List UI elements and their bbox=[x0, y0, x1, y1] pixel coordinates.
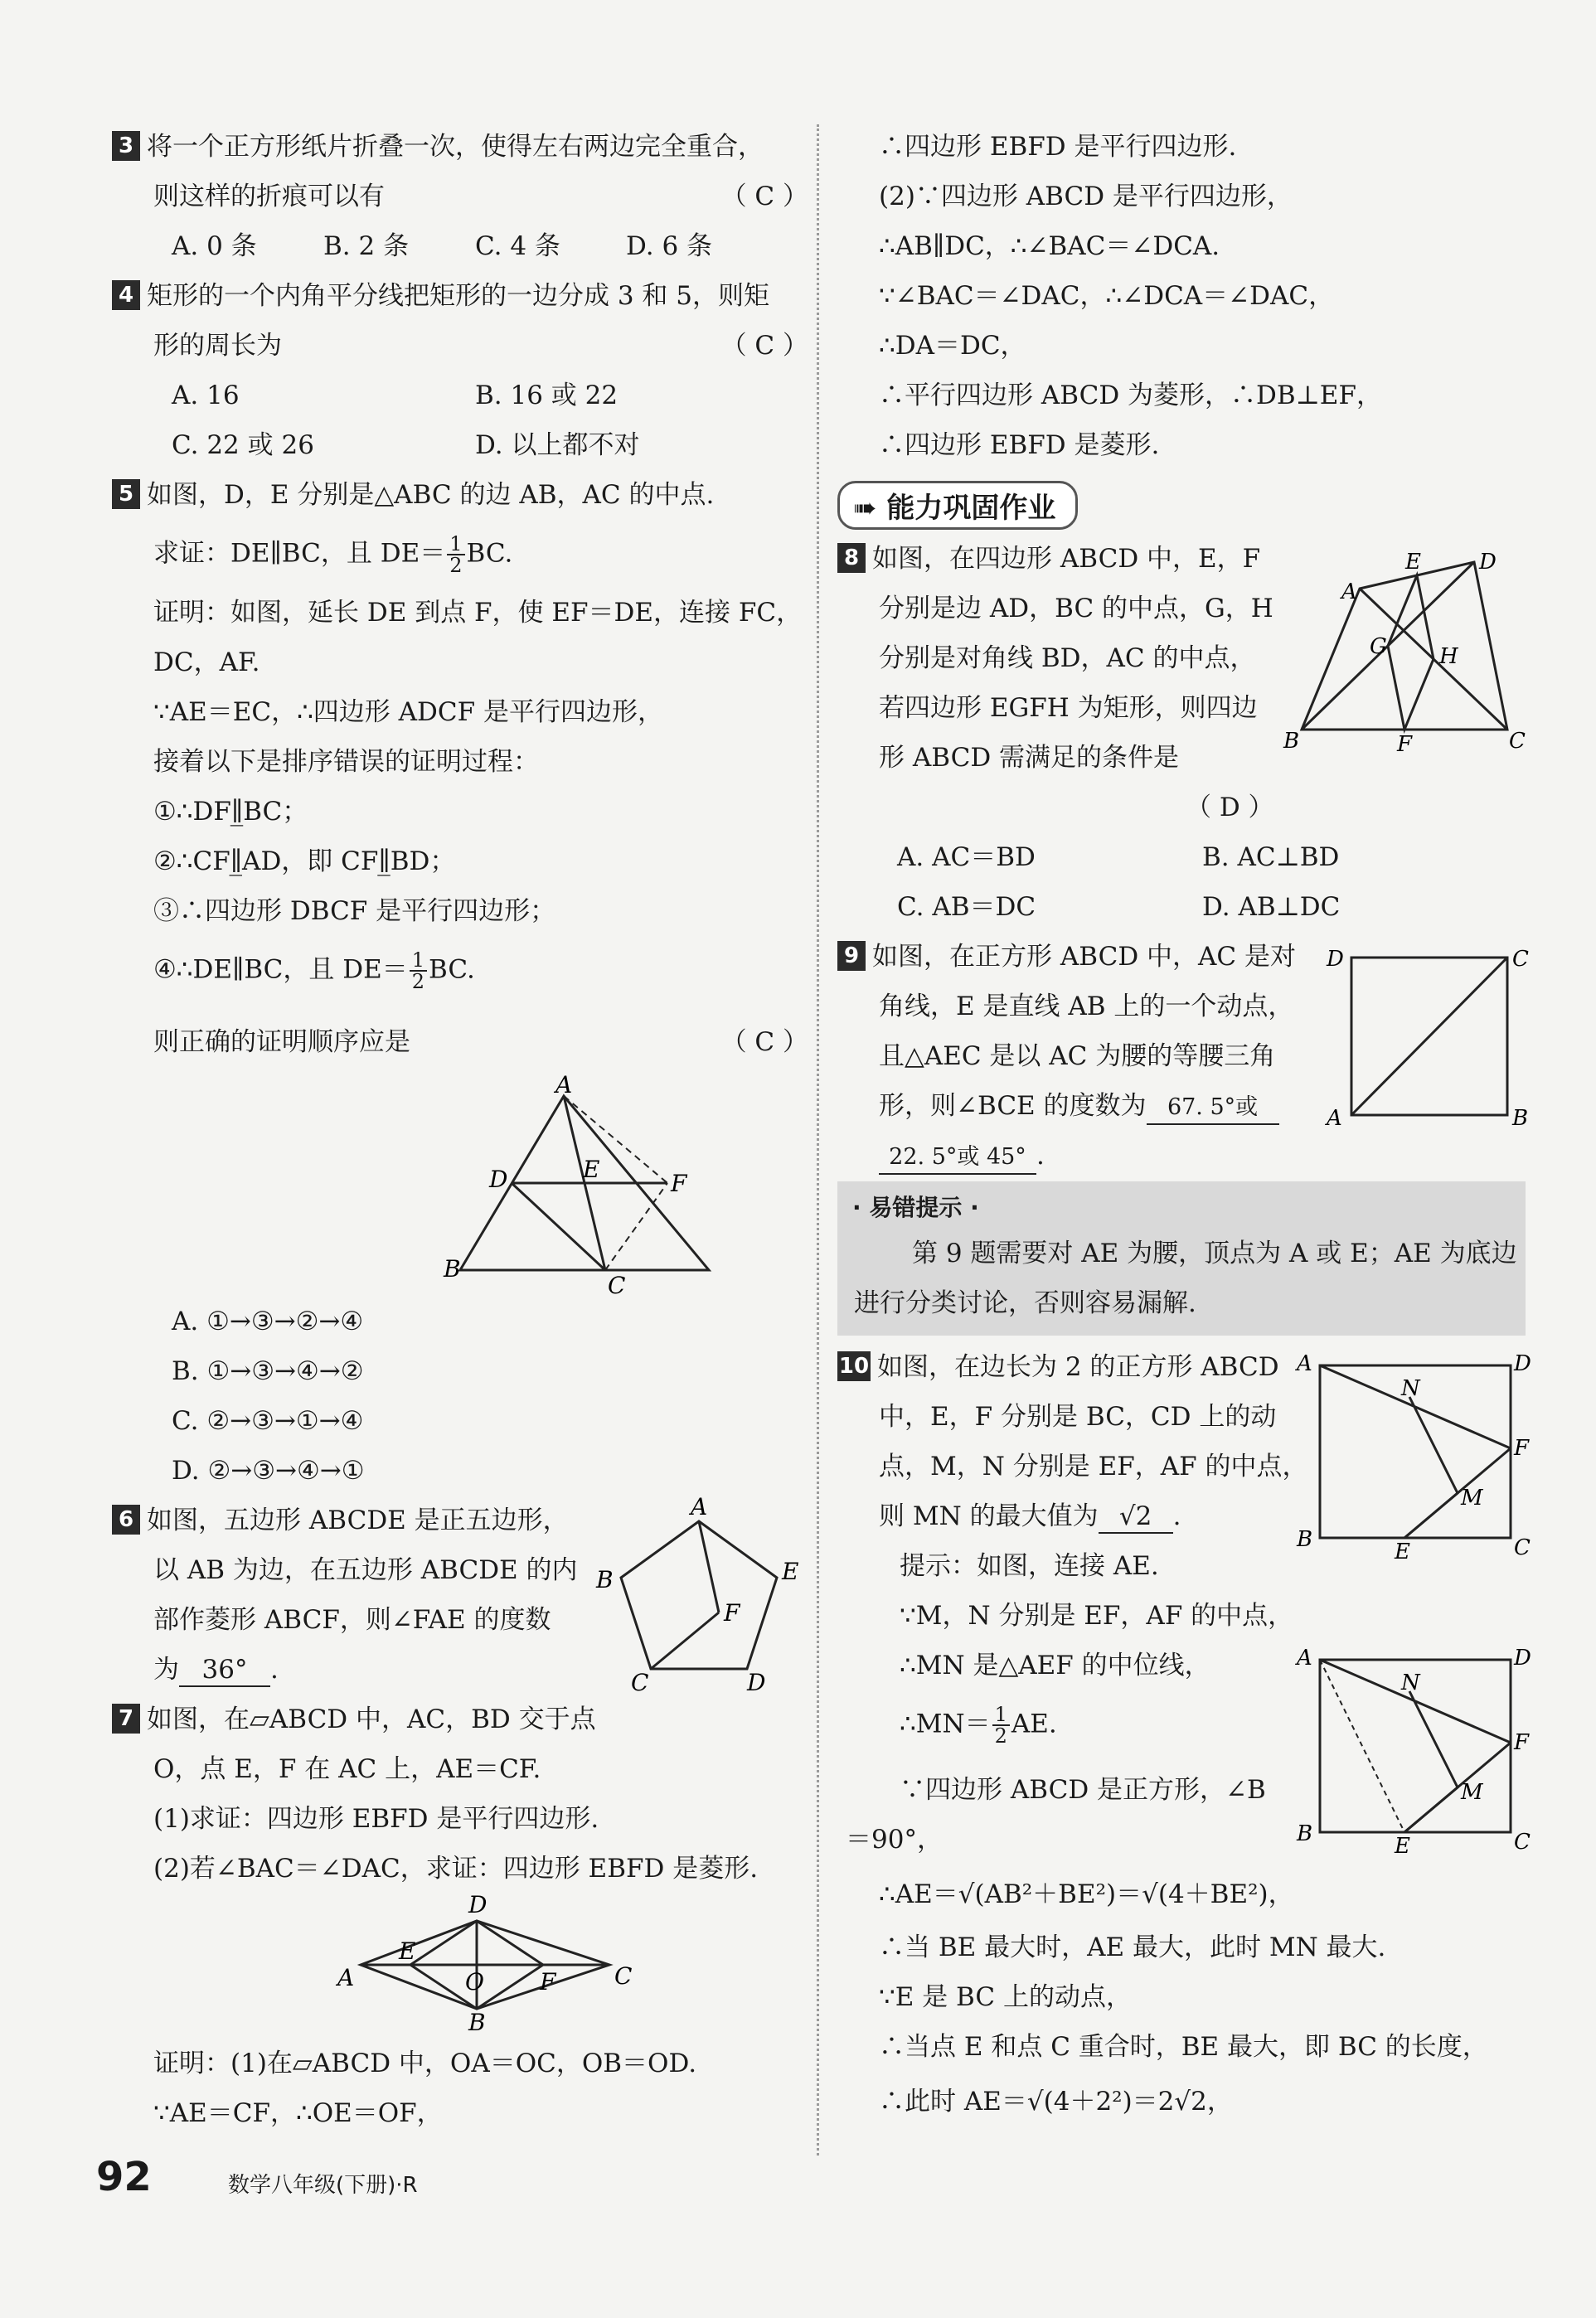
q8-option-b: B. AC⊥BD bbox=[1202, 842, 1340, 872]
q5-proof1: 证明：如图，延长 DE 到点 F，使 EF＝DE，连接 FC， bbox=[153, 598, 803, 628]
q7-cont-5: ∴DA＝DC， bbox=[879, 331, 1026, 361]
q6-label-a: A bbox=[691, 1493, 708, 1520]
q4-option-d: D. 以上都不对 bbox=[475, 430, 640, 460]
q10-square-figure-1 bbox=[1277, 1339, 1531, 1564]
q10-line1: 10 如图，在边长为 2 的正方形 ABCD bbox=[838, 1352, 1279, 1382]
q4-option-b: B. 16 或 22 bbox=[475, 381, 619, 410]
q3-option-c: C. 4 条 bbox=[475, 231, 560, 261]
q4-line1: 4 矩形的一个内角平分线把矩形的一边分成 3 和 5，则矩 bbox=[112, 280, 769, 312]
q8-line2: 分别是边 AD，BC 的中点，G，H bbox=[879, 594, 1273, 623]
q5-option-b: B. ①→③→④→② bbox=[172, 1356, 364, 1386]
q5-label-e: E bbox=[583, 1156, 600, 1183]
q10-hint9: ∵E 是 BC 上的动点， bbox=[879, 1982, 1132, 2012]
q7-label-f: F bbox=[540, 1968, 556, 1996]
q10-label-n: N bbox=[1401, 1671, 1420, 1695]
arrow-icon: ➠ bbox=[853, 492, 887, 525]
fraction-half: $\frac{1}{2}$ bbox=[410, 950, 427, 992]
q3-answer: （ C ） bbox=[720, 182, 808, 211]
q9-square-figure bbox=[1302, 941, 1529, 1131]
q10-label-f: F bbox=[1514, 1730, 1530, 1755]
q6-line1: 6 如图，五边形 ABCDE 是正五边形， bbox=[112, 1505, 569, 1536]
q10-hint3: ∴MN 是△AEF 的中位线， bbox=[900, 1651, 1210, 1680]
q7-label-a: A bbox=[337, 1964, 355, 1991]
q8-line4: 若四边形 EGFH 为矩形，则四边 bbox=[879, 693, 1258, 723]
q7-cont-1: ∴四边形 EBFD 是平行四边形. bbox=[879, 132, 1237, 162]
q8-quadrilateral-figure bbox=[1277, 539, 1526, 757]
q7-parallelogram-figure bbox=[319, 1886, 734, 2036]
column-divider bbox=[817, 124, 819, 2156]
q8-label-f: F bbox=[1397, 732, 1413, 757]
q10-label-c: C bbox=[1514, 1535, 1531, 1560]
q3-number: 3 bbox=[112, 131, 140, 161]
q7-line2: O，点 E，F 在 AC 上，AE＝CF. bbox=[153, 1754, 541, 1784]
q3-line2: 则这样的折痕可以有 （ C ） bbox=[153, 182, 808, 211]
q5-step4: ④∴DE∥BC，且 DE＝ $\frac{1}{2}$ BC. bbox=[153, 948, 475, 993]
q10-hint11: ∴此时 AE＝√(4＋2²)＝2√2， bbox=[879, 2087, 1233, 2117]
q6-number: 6 bbox=[112, 1505, 140, 1535]
q9-line1: 9 如图，在正方形 ABCD 中，AC 是对 bbox=[837, 941, 1296, 972]
q9-answer-blank-1: 67. 5°或 bbox=[1147, 1092, 1279, 1125]
q6-answer-blank: 36° bbox=[179, 1654, 270, 1687]
q4-answer: （ C ） bbox=[720, 331, 808, 361]
q10-label-b: B bbox=[1297, 1527, 1313, 1552]
q10-line3: 点，M，N 分别是 EF，AF 的中点， bbox=[879, 1452, 1308, 1481]
q7-cont-4: ∵∠BAC＝∠DAC，∴∠DCA＝∠DAC， bbox=[879, 281, 1335, 311]
q4-option-c: C. 22 或 26 bbox=[172, 430, 314, 460]
q9-line3: 且△AEC 是以 AC 为腰的等腰三角 bbox=[879, 1041, 1276, 1071]
q5-triangle-figure bbox=[319, 1071, 701, 1299]
q6-label-d: D bbox=[747, 1669, 766, 1696]
q6-line4: 为 36° . bbox=[153, 1654, 279, 1687]
q7-line1: 7 如图，在▱ABCD 中，AC，BD 交于点 bbox=[112, 1704, 596, 1735]
q5-label-b: B bbox=[444, 1255, 461, 1283]
q8-line3: 分别是对角线 BD，AC 的中点， bbox=[879, 643, 1256, 673]
q10-label-b: B bbox=[1297, 1821, 1313, 1846]
q7-cont-3: ∴AB∥DC，∴∠BAC＝∠DCA. bbox=[879, 231, 1220, 261]
book-title: 数学八年级(下册)·R bbox=[228, 2173, 418, 2198]
q7-cont-7: ∴四边形 EBFD 是菱形. bbox=[879, 430, 1160, 460]
q10-label-d: D bbox=[1514, 1646, 1531, 1671]
error-tip-box bbox=[837, 1181, 1526, 1336]
q4-line2: 形的周长为 （ C ） bbox=[153, 331, 808, 361]
tip-line2: 进行分类讨论，否则容易漏解. bbox=[854, 1288, 1196, 1318]
q6-label-b: B bbox=[596, 1566, 614, 1593]
q9-label-a: A bbox=[1327, 1106, 1342, 1131]
q8-label-a: A bbox=[1341, 580, 1357, 604]
q5-step2: ②∴CF∥̲AD，即 CF∥̲BD； bbox=[153, 846, 456, 876]
q7-cont-2: (2)∵四边形 ABCD 是平行四边形， bbox=[879, 182, 1293, 211]
q10-hint7: ∴AE＝√(AB²＋BE²)＝√(4＋BE²)， bbox=[879, 1879, 1294, 1909]
q5-answer: （ C ） bbox=[720, 1027, 808, 1057]
q10-hint10: ∴当点 E 和点 C 重合时，BE 最大，即 BC 的长度， bbox=[879, 2032, 1488, 2062]
q9-answer-blank-2: 22. 5°或 45° bbox=[879, 1142, 1036, 1175]
q7-part1: (1)求证：四边形 EBFD 是平行四边形. bbox=[153, 1804, 599, 1834]
q10-label-n: N bbox=[1401, 1376, 1420, 1401]
q7-proof2: ∵AE＝CF，∴OE＝OF， bbox=[153, 2098, 443, 2128]
q10-label-e: E bbox=[1395, 1540, 1410, 1564]
q5-label-f: F bbox=[671, 1170, 687, 1197]
q5-label-a: A bbox=[555, 1071, 573, 1098]
q9-number: 9 bbox=[837, 941, 866, 971]
q3-option-b: B. 2 条 bbox=[323, 231, 410, 261]
page-number: 92 bbox=[96, 2154, 152, 2200]
q10-line2: 中，E，F 分别是 BC，CD 上的动 bbox=[879, 1402, 1277, 1432]
q9-line4: 形，则∠BCE 的度数为 67. 5°或 bbox=[879, 1090, 1279, 1125]
q10-label-e: E bbox=[1395, 1834, 1410, 1859]
q7-number: 7 bbox=[112, 1704, 140, 1734]
q10-number: 10 bbox=[837, 1351, 871, 1381]
q5-ask: 则正确的证明顺序应是 （ C ） bbox=[153, 1027, 808, 1057]
q3-option-a: A. 0 条 bbox=[172, 231, 257, 261]
q8-line5: 形 ABCD 需满足的条件是 bbox=[879, 743, 1180, 773]
q7-cont-6: ∴平行四边形 ABCD 为菱形，∴DB⊥EF， bbox=[879, 381, 1382, 410]
q10-label-d: D bbox=[1514, 1351, 1531, 1376]
q5-option-d: D. ②→③→④→① bbox=[172, 1456, 365, 1486]
q5-label-c: C bbox=[608, 1272, 626, 1299]
q10-answer-blank: √2 bbox=[1099, 1501, 1173, 1534]
section-title: ➠ 能力巩固作业 bbox=[837, 481, 1078, 530]
q4-number: 4 bbox=[112, 280, 140, 310]
q10-hint1: 提示：如图，连接 AE. bbox=[900, 1551, 1159, 1581]
q3-line1: 3 将一个正方形纸片折叠一次，使得左右两边完全重合， bbox=[112, 131, 764, 162]
q8-option-d: D. AB⊥DC bbox=[1202, 892, 1341, 922]
q10-hint2: ∵M，N 分别是 EF，AF 的中点， bbox=[900, 1601, 1294, 1631]
q4-option-a: A. 16 bbox=[172, 381, 240, 410]
q10-label-a: A bbox=[1297, 1351, 1312, 1376]
q10-label-a: A bbox=[1297, 1646, 1312, 1671]
q8-answer: （ D ） bbox=[1186, 793, 1274, 822]
q5-line1: 5 如图，D，E 分别是△ABC 的边 AB，AC 的中点. bbox=[112, 479, 714, 511]
q8-label-g: G bbox=[1370, 634, 1387, 659]
q5-option-c: C. ②→③→①→④ bbox=[172, 1406, 364, 1436]
fraction-half: $\frac{1}{2}$ bbox=[447, 534, 464, 575]
q7-label-e: E bbox=[399, 1937, 416, 1965]
q10-label-c: C bbox=[1514, 1830, 1531, 1855]
q8-option-a: A. AC＝BD bbox=[897, 842, 1036, 872]
q5-proof4: 接着以下是排序错误的证明过程： bbox=[153, 747, 539, 777]
q10-hint5: ∵四边形 ABCD 是正方形，∠B bbox=[900, 1775, 1266, 1805]
q8-label-b: B bbox=[1283, 729, 1300, 754]
q8-label-d: D bbox=[1479, 550, 1497, 575]
q6-label-c: C bbox=[631, 1669, 649, 1696]
q10-label-m: M bbox=[1461, 1780, 1483, 1805]
q8-option-c: C. AB＝DC bbox=[897, 892, 1036, 922]
tip-line1: 第 9 题需要对 AE 为腰，顶点为 A 或 E；AE 为底边 bbox=[912, 1239, 1517, 1268]
q7-label-b: B bbox=[468, 2009, 486, 2036]
q10-hint8: ∴当 BE 最大时，AE 最大，此时 MN 最大. bbox=[879, 1932, 1386, 1962]
q7-label-d: D bbox=[468, 1891, 488, 1918]
q10-square-figure-2 bbox=[1277, 1633, 1531, 1859]
q9-line5: 22. 5°或 45° . bbox=[879, 1140, 1045, 1175]
q9-label-c: C bbox=[1512, 947, 1529, 972]
q6-label-e: E bbox=[782, 1558, 799, 1585]
q9-label-d: D bbox=[1327, 947, 1344, 972]
q6-pentagon-figure bbox=[593, 1493, 808, 1696]
q5-proof2: DC，AF. bbox=[153, 647, 260, 677]
q9-line2: 角线，E 是直线 AB 上的一个动点， bbox=[879, 992, 1294, 1021]
q5-option-a: A. ①→③→②→④ bbox=[172, 1307, 364, 1336]
q10-hint6: ＝90°， bbox=[846, 1825, 943, 1855]
q7-proof1: 证明：(1)在▱ABCD 中，OA＝OC，OB＝OD. bbox=[153, 2049, 697, 2078]
q5-label-d: D bbox=[489, 1166, 508, 1193]
q5-step3: ③∴四边形 DBCF 是平行四边形； bbox=[153, 896, 556, 926]
q8-label-h: H bbox=[1439, 644, 1458, 669]
q10-hint4: ∴MN＝ $\frac{1}{2}$ AE. bbox=[900, 1703, 1057, 1748]
q3-option-d: D. 6 条 bbox=[626, 231, 713, 261]
q10-label-f: F bbox=[1514, 1436, 1530, 1461]
q8-line1: 8 如图，在四边形 ABCD 中，E，F bbox=[837, 543, 1260, 575]
q5-step1: ①∴DF∥̲BC； bbox=[153, 797, 308, 827]
q7-label-c: C bbox=[614, 1962, 633, 1990]
q10-label-m: M bbox=[1461, 1486, 1483, 1511]
q7-part2: (2)若∠BAC＝∠DAC，求证：四边形 EBFD 是菱形. bbox=[153, 1854, 759, 1884]
q8-label-e: E bbox=[1405, 550, 1421, 575]
q5-number: 5 bbox=[112, 479, 140, 509]
q6-line2: 以 AB 为边，在五边形 ABCDE 的内 bbox=[153, 1555, 578, 1585]
tip-title: · 易错提示 · bbox=[852, 1194, 979, 1221]
q6-label-f: F bbox=[724, 1599, 740, 1627]
q9-label-b: B bbox=[1512, 1106, 1529, 1131]
q8-label-c: C bbox=[1509, 729, 1526, 754]
fraction-half: $\frac{1}{2}$ bbox=[992, 1705, 1010, 1746]
q10-line4: 则 MN 的最大值为 √2 . bbox=[879, 1501, 1181, 1534]
q5-prove: 求证：DE∥BC，且 DE＝ $\frac{1}{2}$ BC. bbox=[153, 532, 513, 577]
q6-line3: 部作菱形 ABCF，则∠FAE 的度数 bbox=[153, 1605, 551, 1635]
q5-proof3: ∵AE＝EC，∴四边形 ADCF 是平行四边形， bbox=[153, 697, 663, 727]
q8-number: 8 bbox=[837, 543, 866, 573]
q7-label-o: O bbox=[465, 1968, 484, 1996]
